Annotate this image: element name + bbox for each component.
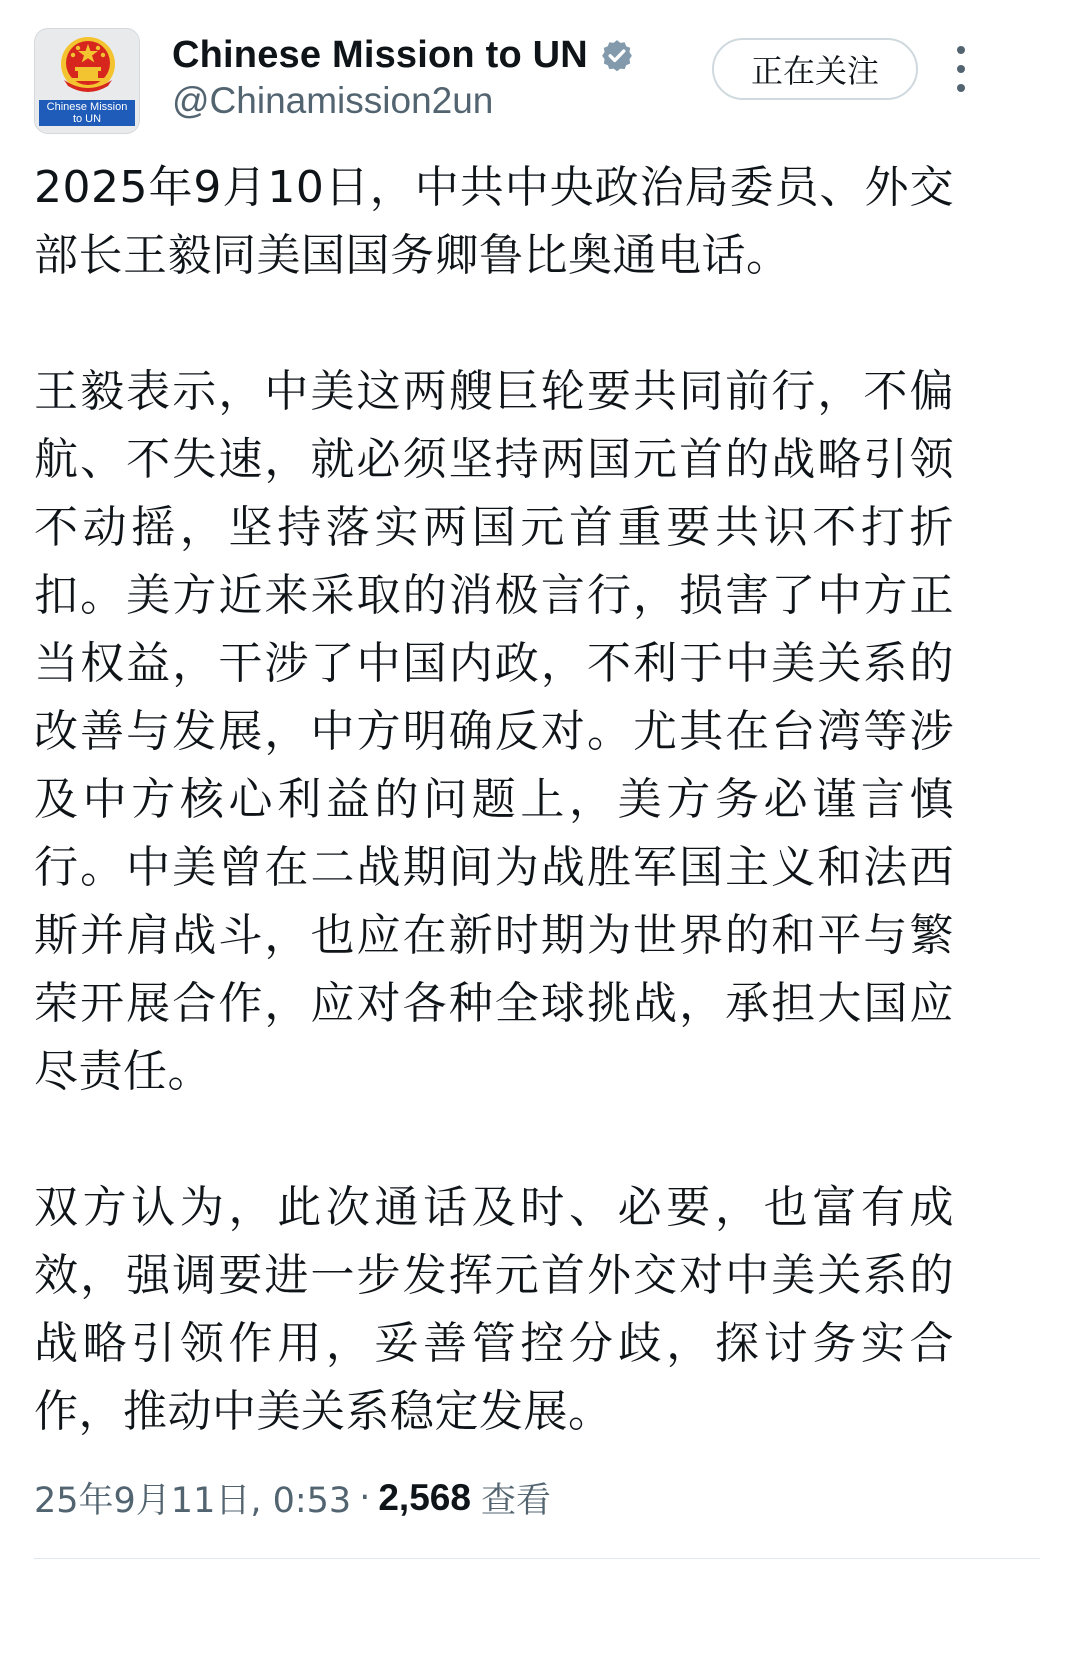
tweet-meta	[34, 1470, 551, 1526]
display-name[interactable]: Chinese Mission to UN	[172, 33, 588, 76]
tweet-paragraph: 双方认为，此次通话及时、必要，也富有成效，强调要进一步发挥元首外交对中美关系的战略引领作用，妥善管控分歧，探讨务实合作，推动中美关系稳定发展。	[34, 1182, 954, 1437]
more-dot	[957, 46, 965, 54]
display-name-row	[172, 30, 634, 80]
more-dot	[957, 65, 965, 73]
views-count: 2,568	[378, 1477, 471, 1518]
tweet-paragraph: 王毅表示，中美这两艘巨轮要共同前行，不偏航、不失速，就必须坚持两国元首的战略引领不动摇，坚持落实两国元首重要共识不打折扣。美方近来采取的消极言行，损害了中方正当权益，干涉了中国内政，不利于中美关系的改善与发展，中方明确反对。尤其在台湾等涉及中方核心利益的问题上，美方务必谨言慎行。中美曾在二战期间为战胜军国主义和法西斯并肩战斗，也应在新时期为世界的和平与繁荣开展合作，应对各种全球挑战，承担大国应尽责任。	[34, 366, 954, 1097]
tweet-text	[34, 154, 954, 1446]
verified-badge-icon[interactable]	[600, 38, 634, 72]
meta-separator: ·	[359, 1478, 371, 1518]
tweet-timestamp[interactable]: 25年9月11日, 0:53	[34, 1481, 352, 1521]
tweet-paragraph: 2025年9月10日，中共中央政治局委员、外交部长王毅同美国国务卿鲁比奥通电话。	[34, 162, 954, 281]
views-label: 查看	[480, 1481, 551, 1521]
more-dot	[957, 84, 965, 92]
avatar[interactable]	[34, 28, 140, 134]
avatar-label: Chinese Mission to UN	[39, 100, 135, 126]
following-button[interactable]: 正在关注	[712, 38, 918, 100]
account-handle[interactable]: @Chinamission2un	[172, 80, 494, 121]
divider	[34, 1558, 1040, 1559]
tweet-header	[0, 0, 1080, 150]
more-options-icon[interactable]	[946, 46, 976, 92]
national-emblem-icon	[58, 34, 118, 96]
